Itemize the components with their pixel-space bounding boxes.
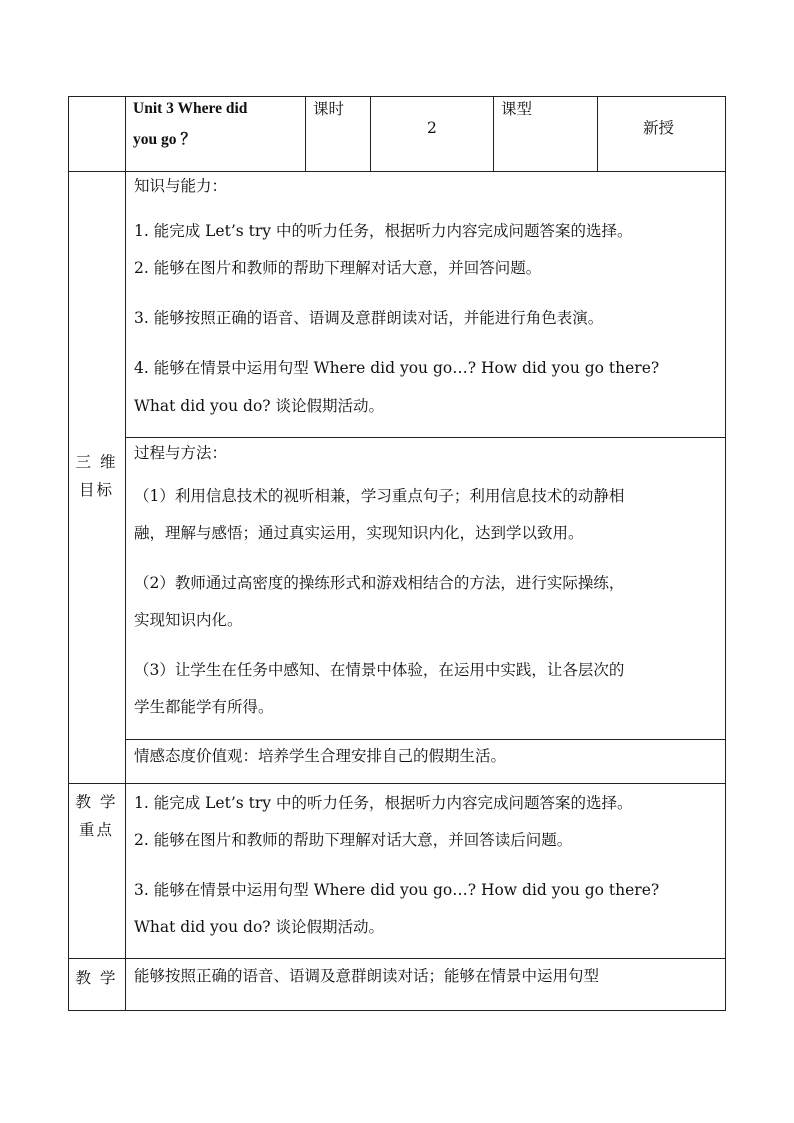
- period-value: 2: [427, 119, 437, 137]
- difficulties-line: 能够按照正确的语音、语调及意群朗读对话；能够在情景中运用句型: [134, 967, 600, 985]
- key-point-line: 3. 能够在情景中运用句型 Where did you go…? How did you go there?: [134, 881, 660, 899]
- process-line: （3）让学生在任务中感知、在情景中体验，在运用中实践，让各层次的: [134, 661, 625, 679]
- unit-title-line1: Unit 3 Where did: [133, 100, 248, 117]
- type-value: 新授: [643, 119, 675, 137]
- key-point-line: What did you do? 谈论假期活动。: [134, 918, 385, 936]
- process-line: （2）教师通过高密度的操练形式和游戏相结合的方法，进行实际操练，: [134, 574, 625, 592]
- key-point-line: 1. 能完成 Let’s try 中的听力任务，根据听力内容完成问题答案的选择。: [134, 794, 633, 812]
- attitude-line: 情感态度价值观：培养学生合理安排自己的假期生活。: [134, 747, 507, 765]
- key-point-line: 2. 能够在图片和教师的帮助下理解对话大意，并回答读后问题。: [134, 831, 573, 849]
- difficulties-label: 教 学: [75, 969, 118, 987]
- knowledge-item: 1. 能完成 Let’s try 中的听力任务，根据听力内容完成问题答案的选择。: [134, 222, 633, 240]
- knowledge-item: 3. 能够按照正确的语音、语调及意群朗读对话，并能进行角色表演。: [134, 309, 604, 327]
- type-label: 课型: [501, 100, 533, 118]
- period-label: 课时: [313, 100, 345, 118]
- key-points-label-line2: 重点: [78, 821, 114, 839]
- knowledge-item: 2. 能够在图片和教师的帮助下理解对话大意，并回答问题。: [134, 259, 542, 277]
- process-line: 学生都能学有所得。: [134, 698, 274, 716]
- key-points-label-line1: 教 学: [75, 793, 118, 811]
- unit-title-line2: you go ？: [133, 131, 196, 148]
- process-line: （1）利用信息技术的视听相兼，学习重点句子；利用信息技术的动静相: [134, 487, 625, 505]
- process-line: 融，理解与感悟；通过真实运用，实现知识内化，达到学以致用。: [134, 524, 584, 542]
- knowledge-item-continued: What did you do? 谈论假期活动。: [134, 397, 385, 415]
- objectives-label-line1: 三 维: [75, 453, 118, 471]
- objectives-label-line2: 目标: [78, 481, 114, 499]
- knowledge-item: 4. 能够在情景中运用句型 Where did you go…? How did you go there?: [134, 359, 660, 377]
- knowledge-heading: 知识与能力：: [134, 177, 228, 195]
- process-line: 实现知识内化。: [134, 611, 243, 629]
- process-heading: 过程与方法：: [134, 444, 228, 462]
